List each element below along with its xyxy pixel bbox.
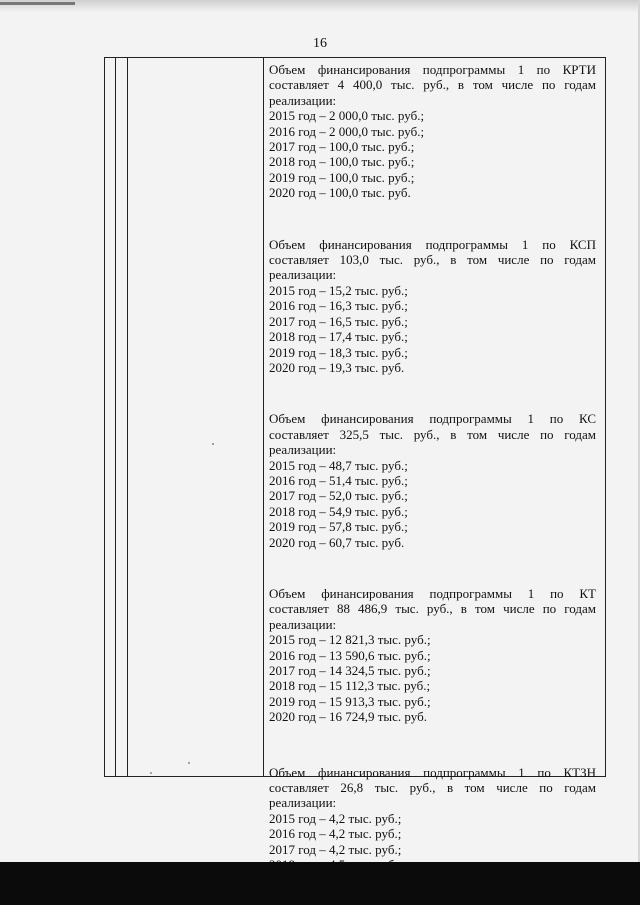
year-line: 2018 год – 15 112,3 тыс. руб.;	[269, 678, 431, 694]
year-line: 2015 год – 15,2 тыс. руб.;	[269, 282, 408, 298]
year-line: 2018 год – 54,9 тыс. руб.;	[269, 503, 408, 519]
year-line: 2017 год – 4,2 тыс. руб.;	[269, 841, 402, 857]
scan-top-shadow	[0, 0, 640, 12]
year-line: 2020 год – 19,3 тыс. руб.	[269, 359, 405, 375]
year-line: 2020 год – 100,0 тыс. руб.	[269, 185, 411, 201]
year-line: 2017 год – 14 324,5 тыс. руб.;	[269, 663, 431, 678]
table-column-divider	[115, 58, 116, 776]
year-line: 2015 год – 48,7 тыс. руб.;	[269, 457, 408, 473]
financing-block-ksp	[269, 237, 596, 376]
financing-cell	[269, 62, 596, 903]
year-line: 2019 год – 15 913,3 тыс. руб.;	[269, 693, 431, 709]
document-table	[104, 57, 606, 857]
scan-speck	[212, 443, 214, 445]
year-line: 2016 год – 13 590,6 тыс. руб.;	[269, 647, 431, 663]
year-line: 2019 год – 100,0 тыс. руб.;	[269, 169, 415, 185]
financing-block-krti	[269, 62, 596, 201]
year-line: 2018 год – 17,4 тыс. руб.;	[269, 329, 408, 345]
table-column-divider	[263, 58, 264, 776]
year-line: 2016 год – 16,3 тыс. руб.;	[269, 298, 408, 314]
year-line: 2019 год – 18,3 тыс. руб.;	[269, 344, 408, 360]
year-line: 2020 год – 60,7 тыс. руб.	[269, 534, 405, 550]
year-line: 2018 год – 100,0 тыс. руб.;	[269, 154, 415, 170]
financing-block-ks	[269, 411, 596, 550]
year-line: 2016 год – 4,2 тыс. руб.;	[269, 826, 402, 842]
scan-speck	[150, 772, 152, 774]
financing-block-intro: Объем финансирования подпрограммы 1 по КТЗН составляет 26,8 тыс. руб., в том числе по годам реализации:	[269, 764, 596, 811]
scan-top-mark	[0, 2, 75, 5]
table-column-divider	[127, 58, 128, 776]
year-line: 2015 год – 2 000,0 тыс. руб.;	[269, 108, 425, 124]
year-line: 2016 год – 51,4 тыс. руб.;	[269, 472, 408, 488]
financing-block-intro: Объем финансирования подпрограммы 1 по КРТИ составляет 4 400,0 тыс. руб., в том числе по годам реализации:	[269, 62, 596, 108]
financing-block-intro: Объем финансирования подпрограммы 1 по КТ составляет 88 486,9 тыс. руб., в том числе по годам реализации:	[269, 585, 596, 632]
year-line: 2015 год – 4,2 тыс. руб.;	[269, 810, 402, 826]
year-line: 2015 год – 12 821,3 тыс. руб.;	[269, 632, 431, 648]
scan-speck	[188, 762, 190, 764]
year-line: 2020 год – 16 724,9 тыс. руб.	[269, 709, 427, 725]
scan-bottom-band	[0, 862, 640, 905]
year-line: 2016 год – 2 000,0 тыс. руб.;	[269, 123, 425, 139]
year-line: 2017 год – 52,0 тыс. руб.;	[269, 488, 408, 504]
year-line: 2019 год – 57,8 тыс. руб.;	[269, 519, 408, 535]
year-line: 2017 год – 100,0 тыс. руб.;	[269, 139, 415, 155]
financing-block-intro: Объем финансирования подпрограммы 1 по КСП составляет 103,0 тыс. руб., в том числе по годам реализации:	[269, 236, 596, 283]
year-line: 2017 год – 16,5 тыс. руб.;	[269, 313, 408, 329]
page-number: 16	[313, 36, 327, 51]
financing-block-intro: Объем финансирования подпрограммы 1 по КС составляет 325,5 тыс. руб., в том числе по годам реализации:	[269, 411, 596, 458]
financing-block-kt	[269, 586, 596, 725]
